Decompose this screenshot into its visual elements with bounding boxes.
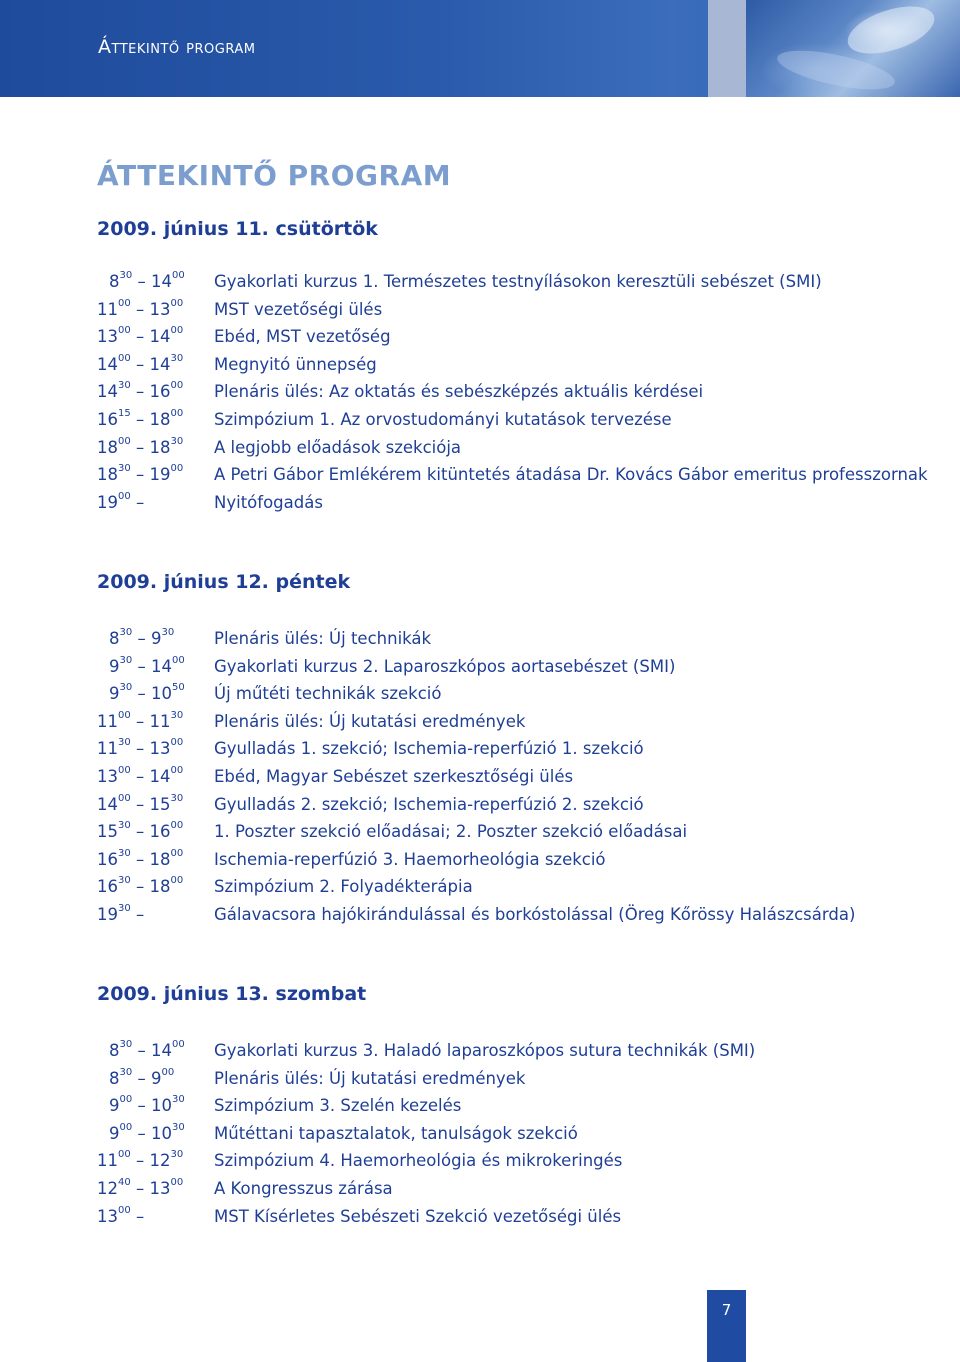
- end-minute: 30: [170, 709, 184, 721]
- time-range: [97, 408, 207, 432]
- event-title: Plenáris ülés: Az oktatás és sebészképzés aktuális kérdései: [214, 382, 704, 402]
- start-hour: 11: [97, 1151, 118, 1171]
- start-hour: 12: [97, 1179, 118, 1198]
- time-range: [97, 875, 207, 899]
- start-minute: 00: [118, 1149, 131, 1161]
- time-range: [97, 463, 207, 487]
- start-minute: 15: [118, 408, 131, 419]
- banner-stripe: [708, 0, 746, 97]
- time-range: [97, 682, 207, 706]
- dash: –: [135, 794, 145, 814]
- start-hour: 14: [97, 354, 118, 374]
- end-hour: 16: [149, 822, 171, 842]
- end-hour: 16: [149, 382, 171, 402]
- start-hour: 8: [109, 1068, 120, 1088]
- header-banner: [0, 0, 960, 97]
- dash: –: [137, 684, 146, 704]
- time-range: [97, 1205, 207, 1229]
- banner-title: Áttekintő program: [98, 36, 256, 58]
- start-hour: 9: [109, 1096, 120, 1116]
- end-hour: 18: [149, 437, 171, 457]
- time-range: [97, 737, 207, 761]
- time-range: [97, 1122, 207, 1146]
- event-title: Plenáris ülés: Új kutatási eredmények: [214, 1068, 526, 1088]
- start-hour: 11: [97, 299, 118, 319]
- end-hour: 19: [149, 465, 171, 485]
- event-title: Gyakorlati kurzus 3. Haladó laparoszkópos sutura technikák (SMI): [214, 1041, 756, 1060]
- start-hour: 16: [97, 410, 118, 429]
- end-minute: 00: [170, 875, 184, 887]
- end-hour: 14: [149, 767, 171, 786]
- start-minute: 00: [119, 1094, 133, 1106]
- dash: –: [137, 629, 146, 648]
- event-title: Megnyitó ünnepség: [214, 354, 377, 374]
- event-title: Gálavacsora hajókirándulással és borkóstolással (Öreg Kőrössy Halászcsárda): [214, 905, 856, 924]
- start-minute: 30: [118, 737, 131, 749]
- start-hour: 13: [97, 767, 118, 786]
- start-hour: 14: [97, 382, 118, 402]
- dash: –: [137, 656, 146, 676]
- event-title: Műtéttani tapasztalatok, tanulságok szekció: [214, 1123, 578, 1143]
- time-range: [97, 848, 207, 872]
- time-range: [97, 903, 207, 927]
- dash: –: [135, 354, 145, 374]
- start-hour: 16: [97, 849, 118, 869]
- start-hour: 9: [109, 684, 120, 704]
- end-hour: 18: [149, 849, 171, 869]
- dash: –: [135, 1206, 145, 1226]
- event-title: Gyakorlati kurzus 2. Laparoszkópos aortasebészet (SMI): [214, 656, 676, 676]
- banner-photo: [746, 0, 960, 97]
- start-minute: 30: [119, 627, 133, 638]
- event-title: Gyulladás 1. szekció; Ischemia-reperfúzió 1. szekció: [214, 739, 644, 759]
- time-range: [97, 270, 207, 294]
- start-minute: 00: [118, 792, 131, 804]
- event-title: Nyitófogadás: [214, 492, 323, 512]
- end-minute: 50: [171, 682, 185, 694]
- time-range: [97, 765, 207, 789]
- start-hour: 18: [97, 437, 118, 457]
- start-minute: 30: [118, 820, 131, 832]
- event-title: Gyakorlati kurzus 1. Természetes testnyílásokon keresztüli sebészet (SMI): [214, 272, 822, 291]
- start-hour: 11: [97, 711, 118, 731]
- dash: –: [135, 382, 145, 402]
- start-hour: 9: [109, 1123, 120, 1143]
- end-hour: 13: [149, 1179, 171, 1198]
- time-range: [97, 436, 207, 460]
- start-minute: 00: [118, 490, 131, 502]
- dash: –: [135, 905, 145, 924]
- time-range: [97, 353, 207, 377]
- start-hour: 14: [97, 794, 118, 814]
- time-range: [97, 298, 207, 322]
- end-hour: 10: [150, 684, 172, 704]
- end-minute: 00: [161, 1066, 175, 1078]
- start-minute: 40: [118, 1177, 131, 1188]
- event-title: Ebéd, MST vezetőség: [214, 327, 391, 347]
- dash: –: [137, 272, 146, 291]
- start-hour: 19: [97, 492, 118, 512]
- start-hour: 18: [97, 465, 118, 485]
- start-minute: 30: [119, 1039, 133, 1050]
- dash: –: [135, 299, 145, 319]
- event-title: Szimpózium 3. Szelén kezelés: [214, 1096, 462, 1116]
- end-hour: 11: [149, 711, 171, 731]
- day-heading: 2009. június 11. csütörtök: [97, 218, 378, 240]
- event-title: A legjobb előadások szekciója: [214, 437, 462, 457]
- time-range: [97, 655, 207, 679]
- dash: –: [137, 1096, 146, 1116]
- dash: –: [135, 437, 145, 457]
- start-minute: 30: [118, 380, 131, 392]
- end-minute: 00: [170, 847, 184, 859]
- time-range: [97, 1067, 207, 1091]
- event-title: Szimpózium 1. Az orvostudományi kutatások tervezése: [214, 410, 672, 429]
- event-title: Szimpózium 4. Haemorheológia és mikrokeringés: [214, 1151, 623, 1171]
- end-hour: 18: [149, 410, 171, 429]
- event-title: Gyulladás 2. szekció; Ischemia-reperfúzió 2. szekció: [214, 794, 644, 814]
- end-minute: 30: [170, 352, 184, 364]
- start-minute: 30: [118, 847, 131, 859]
- event-title: Szimpózium 2. Folyadékterápia: [214, 877, 473, 897]
- dash: –: [137, 1068, 146, 1088]
- dash: –: [137, 1123, 146, 1143]
- start-minute: 00: [118, 297, 131, 309]
- end-minute: 00: [170, 325, 184, 337]
- start-minute: 00: [118, 352, 131, 364]
- dash: –: [137, 1041, 146, 1060]
- end-hour: 9: [150, 629, 162, 648]
- dash: –: [135, 410, 145, 429]
- end-minute: 30: [161, 627, 175, 638]
- start-hour: 13: [97, 1206, 118, 1226]
- dash: –: [135, 1151, 145, 1171]
- start-minute: 00: [119, 1121, 133, 1133]
- time-range: [97, 325, 207, 349]
- event-title: Új műtéti technikák szekció: [214, 684, 442, 704]
- start-minute: 00: [118, 1204, 131, 1216]
- start-minute: 30: [118, 875, 131, 887]
- start-minute: 30: [119, 1066, 133, 1078]
- end-minute: 00: [171, 270, 185, 281]
- end-hour: 10: [150, 1123, 172, 1143]
- time-range: [97, 820, 207, 844]
- start-hour: 13: [97, 327, 118, 347]
- end-minute: 30: [170, 435, 184, 447]
- dash: –: [135, 465, 145, 485]
- start-hour: 15: [97, 822, 118, 842]
- end-minute: 30: [171, 1121, 185, 1133]
- event-title: MST vezetőségi ülés: [214, 299, 383, 319]
- start-minute: 00: [118, 325, 131, 337]
- end-minute: 00: [170, 297, 184, 309]
- time-range: [97, 793, 207, 817]
- start-minute: 30: [119, 270, 133, 281]
- start-minute: 00: [118, 435, 131, 447]
- end-hour: 14: [149, 327, 171, 347]
- end-minute: 30: [170, 1149, 184, 1161]
- end-hour: 13: [149, 739, 171, 759]
- time-range: [97, 380, 207, 404]
- time-range: [97, 1039, 207, 1063]
- dash: –: [135, 711, 145, 731]
- time-range: [97, 1177, 207, 1201]
- end-minute: 00: [170, 1177, 184, 1188]
- end-hour: 9: [150, 1068, 162, 1088]
- event-title: MST Kísérletes Sebészeti Szekció vezetőségi ülés: [214, 1206, 622, 1226]
- end-hour: 14: [150, 656, 172, 676]
- dash: –: [135, 877, 145, 897]
- event-title: Ischemia-reperfúzió 3. Haemorheológia szekció: [214, 849, 606, 869]
- start-hour: 8: [109, 272, 120, 291]
- time-range: [97, 627, 207, 651]
- end-hour: 10: [150, 1096, 172, 1116]
- dash: –: [135, 1179, 145, 1198]
- end-minute: 00: [171, 1039, 185, 1050]
- event-title: Ebéd, Magyar Sebészet szerkesztőségi ülés: [214, 767, 574, 786]
- dash: –: [135, 327, 145, 347]
- end-minute: 00: [170, 380, 184, 392]
- day-heading: 2009. június 13. szombat: [97, 983, 367, 1005]
- end-minute: 00: [170, 765, 184, 776]
- start-hour: 9: [109, 656, 120, 676]
- time-range: [97, 1149, 207, 1173]
- start-minute: 00: [118, 765, 131, 776]
- event-title: A Petri Gábor Emlékérem kitüntetés átadása Dr. Kovács Gábor emeritus professzornak: [214, 465, 928, 485]
- end-hour: 18: [149, 877, 171, 897]
- start-hour: 19: [97, 905, 118, 924]
- page-number: 7: [707, 1290, 746, 1362]
- start-minute: 00: [118, 709, 131, 721]
- dash: –: [135, 822, 145, 842]
- end-hour: 14: [150, 272, 172, 291]
- end-minute: 00: [170, 737, 184, 749]
- end-minute: 00: [170, 463, 184, 475]
- end-hour: 13: [149, 299, 171, 319]
- day-heading: 2009. június 12. péntek: [97, 571, 351, 593]
- end-minute: 30: [171, 1094, 185, 1106]
- event-title: A Kongresszus zárása: [214, 1179, 393, 1198]
- dash: –: [135, 849, 145, 869]
- dash: –: [135, 492, 145, 512]
- start-minute: 30: [119, 682, 133, 694]
- start-hour: 11: [97, 739, 118, 759]
- start-minute: 30: [118, 463, 131, 475]
- time-range: [97, 491, 207, 515]
- end-hour: 14: [150, 1041, 172, 1060]
- time-range: [97, 1094, 207, 1118]
- start-hour: 8: [109, 629, 120, 648]
- start-minute: 30: [119, 654, 133, 666]
- dash: –: [135, 739, 145, 759]
- start-hour: 8: [109, 1041, 120, 1060]
- end-minute: 30: [170, 792, 184, 804]
- event-title: 1. Poszter szekció előadásai; 2. Poszter szekció előadásai: [214, 822, 688, 842]
- start-hour: 16: [97, 877, 118, 897]
- event-title: Plenáris ülés: Új kutatási eredmények: [214, 711, 526, 731]
- event-title: Plenáris ülés: Új technikák: [214, 629, 432, 648]
- end-hour: 14: [149, 354, 171, 374]
- page-title: ÁTTEKINTŐ PROGRAM: [97, 159, 452, 192]
- time-range: [97, 710, 207, 734]
- end-minute: 00: [170, 820, 184, 832]
- end-hour: 15: [149, 794, 171, 814]
- dash: –: [135, 767, 145, 786]
- end-minute: 00: [171, 654, 185, 666]
- start-minute: 30: [118, 903, 131, 914]
- end-hour: 12: [149, 1151, 171, 1171]
- end-minute: 00: [170, 408, 184, 419]
